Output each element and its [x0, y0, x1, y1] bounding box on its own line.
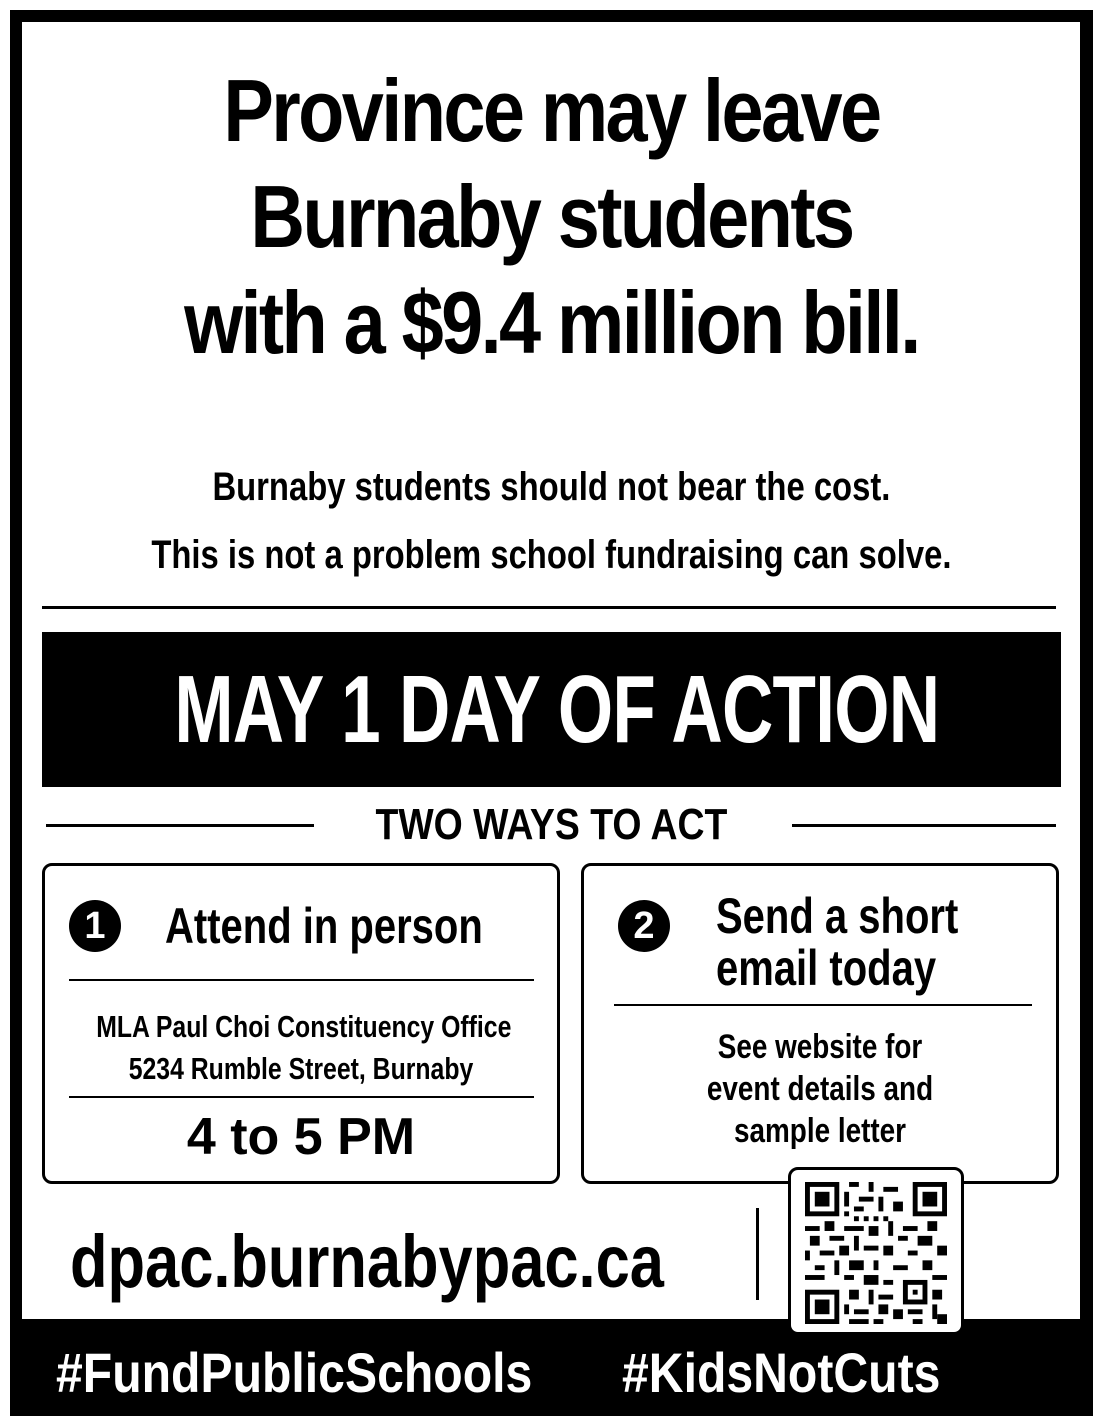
section-label: TWO WAYS TO ACT: [375, 800, 728, 849]
action-banner: [42, 632, 1061, 787]
attend-title: Attend in person: [165, 898, 483, 954]
email-detail-line-1: See website for: [717, 1028, 923, 1066]
headline-line-2: Burnaby students: [250, 167, 853, 266]
card-divider: [614, 1004, 1032, 1006]
banner-title: MAY 1 DAY OF ACTION: [174, 656, 940, 763]
qr-code-icon[interactable]: [805, 1182, 947, 1324]
qr-code-frame[interactable]: [788, 1167, 964, 1335]
number-badge-2: 2: [618, 900, 670, 952]
location-line-1: MLA Paul Choi Constituency Office: [96, 1009, 512, 1044]
card-divider: [69, 979, 534, 981]
event-time: 4 to 5 PM: [186, 1108, 416, 1166]
email-title-line-2: email today: [716, 940, 937, 996]
email-detail-line-2: event details and: [706, 1070, 934, 1108]
subtext-line-1: Burnaby students should not bear the cost.: [212, 465, 891, 509]
subtext-line-2: This is not a problem school fundraising can solve.: [151, 533, 952, 577]
option-card-attend: [42, 863, 560, 1184]
hashtag-kids-not-cuts: #KidsNotCuts: [622, 1341, 941, 1404]
email-title-line-1: Send a short: [716, 888, 959, 944]
card-divider: [69, 1096, 534, 1098]
divider-rule: [42, 606, 1056, 609]
email-detail-line-3: sample letter: [733, 1112, 906, 1150]
option-card-email: [581, 863, 1059, 1184]
number-badge-1: 1: [69, 900, 121, 952]
headline-line-3: with a $9.4 million bill.: [184, 273, 919, 372]
location-line-2: 5234 Rumble Street, Burnaby: [128, 1051, 474, 1086]
section-rule-right: [792, 824, 1056, 827]
hashtag-fund-public-schools: #FundPublicSchools: [56, 1341, 533, 1404]
headline-line-1: Province may leave: [223, 61, 880, 160]
vertical-divider: [756, 1208, 759, 1300]
headline: [77, 58, 1026, 376]
website-link[interactable]: dpac.burnabypac.ca: [70, 1220, 664, 1303]
